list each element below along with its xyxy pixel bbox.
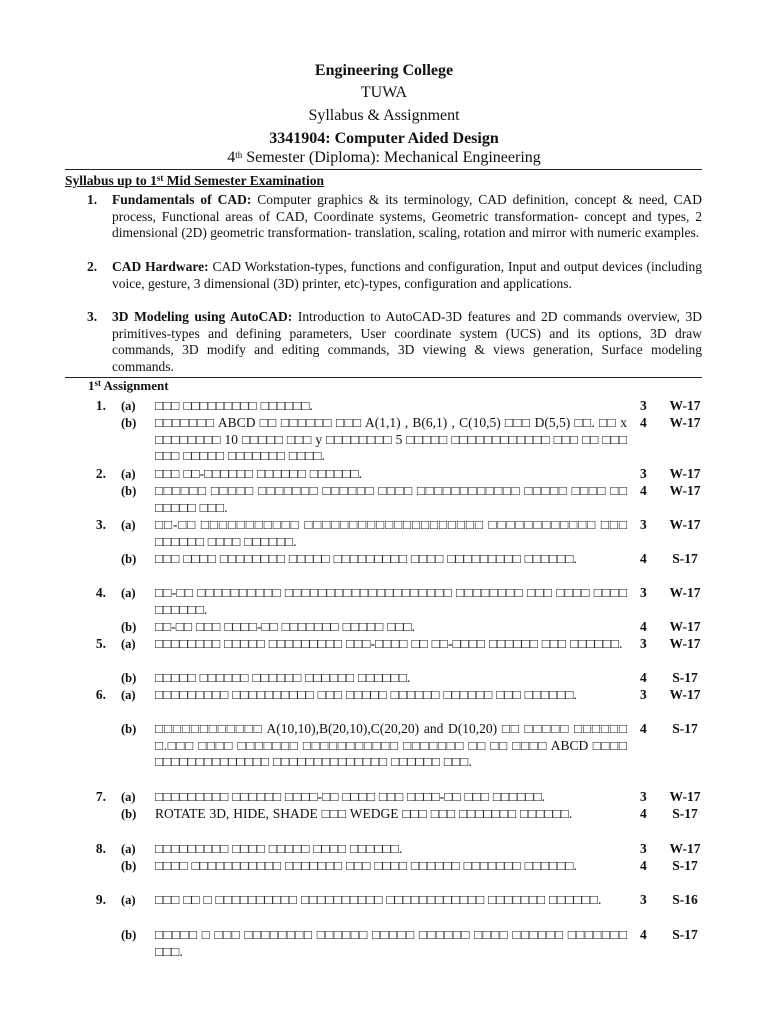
question-text: □□□□□ □□□□□□ □□□□□□ □□□□□□ □□□□□□. xyxy=(155,670,411,685)
question-exam: W-17 xyxy=(669,585,701,600)
question-part: (a) xyxy=(121,586,136,600)
question-marks: 4 xyxy=(640,721,647,736)
question-text: □□□□□□□□□ □□□□ □□□□□ □□□□ □□□□□□. xyxy=(155,841,403,856)
semester-suffix: th xyxy=(235,150,243,160)
question-number: 5. xyxy=(95,636,106,651)
assignment-title-sup: st xyxy=(94,378,101,388)
assignment-title-post: Assignment xyxy=(101,378,169,393)
syllabus-item-heading: 3D Modeling using AutoCAD: xyxy=(112,309,293,324)
syllabus-item-heading: Fundamentals of CAD: xyxy=(112,192,252,207)
question-marks: 4 xyxy=(640,483,647,498)
question-number: 2. xyxy=(95,466,106,481)
question-marks: 4 xyxy=(640,619,647,634)
question-part: (a) xyxy=(121,467,136,481)
syllabus-item-text: Introduction to AutoCAD-3D features and 2D commands overview, 3D primitives-types and defining parameters, User coordinate system (UCS) and its options, 3D draw commands, 3D modify and editing commands, 3D viewing & views generation, Surface modeling commands. xyxy=(112,309,703,374)
syllabus-item-text: Computer graphics & its terminology, CAD definition, concept & need, CAD process, Functional areas of CAD, Coordinate systems, Geometric transformation- concept and types, 2 dimensional (2D) geometric transformation- translation, scaling, rotation and mirror with numeric examples. xyxy=(112,192,703,241)
syllabus-item xyxy=(87,309,702,375)
semester-text: Semester (Diploma): Mechanical Engineering xyxy=(242,149,541,166)
question-part: (a) xyxy=(121,637,136,651)
question-part: (b) xyxy=(121,859,137,873)
question-marks: 4 xyxy=(640,670,647,685)
question-marks: 3 xyxy=(640,398,647,413)
question-part: (b) xyxy=(121,722,137,736)
question-part: (a) xyxy=(121,518,136,532)
question-exam: W-17 xyxy=(669,483,701,498)
question-part: (b) xyxy=(121,552,137,566)
college-name: Engineering College xyxy=(314,62,454,79)
question-text: □□□□□□ □□□□□ □□□□□□□ □□□□□□ □□□□ □□□□□□□□□□□□ □□□□□ □□□□ □□ □□□□□ □□□. xyxy=(155,483,627,515)
question-text: □□□□□ □ □□□ □□□□□□□□ □□□□□□ □□□□□ □□□□□□ □□□□ □□□□□□ □□□□□□□ □□□. xyxy=(155,927,627,959)
question-part: (a) xyxy=(121,399,136,413)
question-exam: W-17 xyxy=(669,687,701,702)
question-exam: S-17 xyxy=(672,670,698,685)
question-exam: S-17 xyxy=(672,858,698,873)
syllabus-title xyxy=(65,173,324,189)
question-number: 6. xyxy=(95,687,106,702)
question-text: □□□ □□□□ □□□□□□□□ □□□□□ □□□□□□□□□ □□□□ □□□□□□□□□ □□□□□□. xyxy=(155,551,577,566)
question-text: □□-□□ □□□ □□□□-□□ □□□□□□□ □□□□□ □□□. xyxy=(155,619,416,634)
question-exam: S-17 xyxy=(672,551,698,566)
question-text: □□□ □□□□□□□□□ □□□□□□. xyxy=(155,398,313,413)
question-marks: 3 xyxy=(640,517,647,532)
question-part: (b) xyxy=(121,928,137,942)
question-text: ROTATE 3D, HIDE, SHADE □□□ WEDGE □□□ □□□ □□□□□□□ □□□□□□. xyxy=(155,806,573,821)
question-part: (b) xyxy=(121,484,137,498)
syllabus-item xyxy=(87,259,702,292)
question-exam: W-17 xyxy=(669,619,701,634)
question-marks: 3 xyxy=(640,841,647,856)
question-text: □□□□□□□□□□□□ A(10,10),B(20,10),C(20,20) and D(10,20) □□ □□□□□ □□□□□□ □.□□□ □□□□ □□□□□□□ □□□□□□□□□□□ □□□□□□□ □□ □□ □□□□ ABCD □□□□ □□□□□□□□□□□□□□ □□□□□□□□□□□□□□ □□□□□□ □□□. xyxy=(155,721,627,770)
question-marks: 4 xyxy=(640,927,647,942)
question-text: □□□ □□ □ □□□□□□□□□□ □□□□□□□□□□ □□□□□□□□□□□□ □□□□□□□ □□□□□□. xyxy=(155,892,602,907)
question-number: 4. xyxy=(95,585,106,600)
question-marks: 4 xyxy=(640,415,647,430)
question-text: □□□□□□□□□ □□□□□□ □□□□-□□ □□□□ □□□ □□□□-□□ □□□ □□□□□□. xyxy=(155,789,546,804)
question-part: (b) xyxy=(121,620,137,634)
syllabus-item xyxy=(87,192,702,242)
question-text: □□□ □□-□□□□□□ □□□□□□ □□□□□□. xyxy=(155,466,363,481)
question-part: (b) xyxy=(121,671,137,685)
question-exam: W-17 xyxy=(669,636,701,651)
question-marks: 3 xyxy=(640,585,647,600)
semester-number: 4 xyxy=(227,149,236,166)
syllabus-item-number: 1. xyxy=(87,192,98,207)
syllabus-title-post: Mid Semester Examination xyxy=(163,173,325,188)
question-text: □□□□□□□□□ □□□□□□□□□□ □□□ □□□□□ □□□□□□ □□□□□□ □□□ □□□□□□. xyxy=(155,687,577,702)
question-text: □□-□□ □□□□□□□□□□□ □□□□□□□□□□□□□□□□□□□□ □□□□□□□□□□□□ □□□ □□□□□□ □□□□ □□□□□□. xyxy=(155,517,627,549)
question-number: 1. xyxy=(95,398,106,413)
question-part: (a) xyxy=(121,688,136,702)
syllabus-item-number: 2. xyxy=(87,259,98,274)
question-marks: 3 xyxy=(640,466,647,481)
question-marks: 4 xyxy=(640,806,647,821)
question-marks: 4 xyxy=(640,858,647,873)
question-part: (a) xyxy=(121,842,136,856)
question-marks: 4 xyxy=(640,551,647,566)
question-exam: W-17 xyxy=(669,466,701,481)
question-part: (a) xyxy=(121,893,136,907)
question-exam: S-17 xyxy=(672,927,698,942)
assignment-title-pre: 1 xyxy=(88,378,95,393)
question-marks: 3 xyxy=(640,892,647,907)
question-exam: W-17 xyxy=(669,789,701,804)
question-exam: S-17 xyxy=(672,721,698,736)
subject-title: 3341904: Computer Aided Design xyxy=(269,130,499,147)
syllabus-title-sup: st xyxy=(156,173,164,183)
question-part: (a) xyxy=(121,790,136,804)
question-exam: W-17 xyxy=(669,398,701,413)
question-text: □□□□□□□□ □□□□□ □□□□□□□□□ □□□-□□□□ □□ □□-□□□□ □□□□□□ □□□ □□□□□□. xyxy=(155,636,623,651)
question-exam: W-17 xyxy=(669,415,701,430)
syllabus-item-text: CAD Workstation-types, functions and configuration, Input and output devices (including voice, gesture, 3 dimensional (3D) printer, etc)-types, configuration and applications. xyxy=(112,259,703,291)
question-marks: 3 xyxy=(640,789,647,804)
question-number: 3. xyxy=(95,517,106,532)
question-text: □□□□ □□□□□□□□□□□ □□□□□□□ □□□ □□□□ □□□□□□ □□□□□□□ □□□□□□. xyxy=(155,858,577,873)
question-exam: W-17 xyxy=(669,841,701,856)
document-type: Syllabus & Assignment xyxy=(308,107,460,124)
question-part: (b) xyxy=(121,416,137,430)
question-exam: S-17 xyxy=(672,806,698,821)
question-exam: W-17 xyxy=(669,517,701,532)
syllabus-item-heading: CAD Hardware: xyxy=(112,259,209,274)
college-place: TUWA xyxy=(360,84,408,101)
question-text: □□□□□□□ ABCD □□ □□□□□□ □□□ A(1,1) , B(6,1) , C(10,5) □□□ D(5,5) □□. □□ x □□□□□□□□ 10 □□□□□ □□□ y □□□□□□□□ 5 □□□□□ □□□□□□□□□□□□ □□□ □□ □□□ □□□ □□□□□ □□□□□□□ □□□□. xyxy=(155,415,627,464)
question-number: 8. xyxy=(95,841,106,856)
assignment-title xyxy=(88,378,169,394)
question-text: □□-□□ □□□□□□□□□□ □□□□□□□□□□□□□□□□□□□□ □□□□□□□□ □□□ □□□□ □□□□ □□□□□□. xyxy=(155,585,627,617)
question-exam: S-16 xyxy=(672,892,698,907)
syllabus-item-number: 3. xyxy=(87,309,98,324)
syllabus-title-pre: Syllabus up to 1 xyxy=(65,173,157,188)
question-number: 9. xyxy=(95,892,106,907)
question-part: (b) xyxy=(121,807,137,821)
question-number: 7. xyxy=(95,789,106,804)
semester-line xyxy=(0,149,768,167)
header-divider xyxy=(65,169,702,170)
question-marks: 3 xyxy=(640,687,647,702)
question-marks: 3 xyxy=(640,636,647,651)
